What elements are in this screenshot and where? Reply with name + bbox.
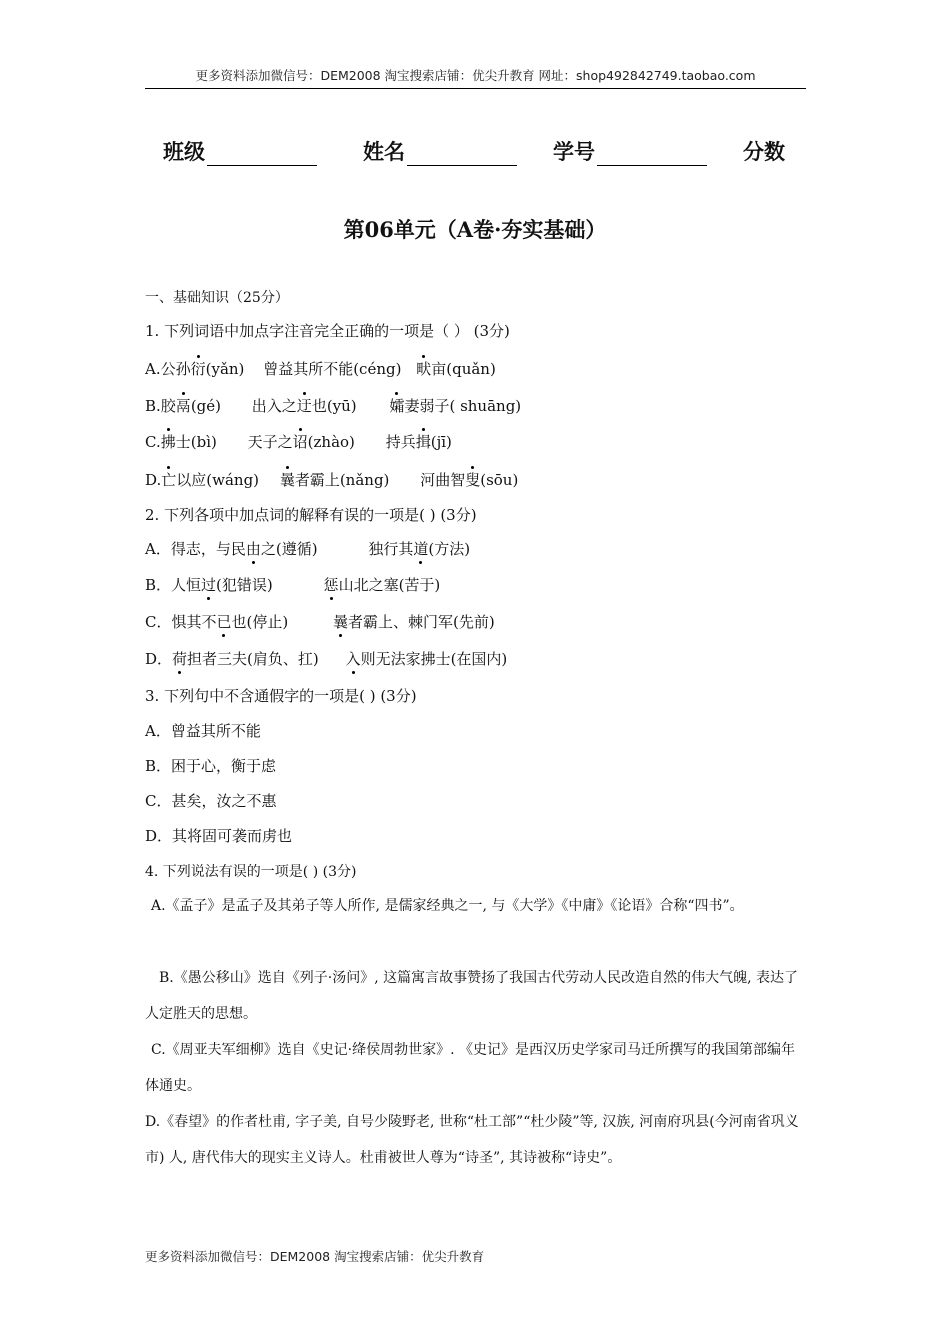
q4-stem: 4. 下列说法有误的一项是( ) (3分) <box>145 864 357 880</box>
q3-option-c[interactable]: C．甚矣，汝之不惠 <box>145 792 277 810</box>
section-heading: 一、基础知识（25分） <box>145 290 289 306</box>
q2-stem: 2. 下列各项中加点词的解释有误的一项是( ) (3分) <box>145 506 477 524</box>
q1-option-d[interactable]: D.亡以应(wáng) 曩者霸上(nǎng) 河曲智叟(sōu) <box>145 471 519 489</box>
q4-option-b[interactable]: B.《愚公移山》选自《列子·汤问》, 这篇寓言故事赞扬了我国古代劳动人民改造自然的伟大气魄, 表达了人定胜天的思想。 <box>145 970 798 1022</box>
q3-stem: 3. 下列句中不含通假字的一项是( ) (3分) <box>145 687 417 705</box>
id-field[interactable]: 学号 <box>553 136 707 166</box>
q2-option-b[interactable]: B．人恒过(犯错误) 惩山北之塞(苦于) <box>145 576 441 594</box>
q2-option-a[interactable]: A．得志，与民由之(遵循) 独行其道(方法) <box>145 540 471 558</box>
student-info-row <box>163 136 803 168</box>
name-field[interactable]: 姓名 <box>363 136 517 166</box>
q3-option-b[interactable]: B．困于心，衡于虑 <box>145 757 277 775</box>
class-field[interactable]: 班级 <box>163 136 317 166</box>
page-header: 更多资料添加微信号：DEM2008 淘宝搜索店铺：优尖升教育 网址：shop492842749.taobao.com <box>145 66 806 89</box>
q4-option-c[interactable]: C.《周亚夫军细柳》选自《史记·绛侯周勃世家》. 《史记》是西汉历史学家司马迁所撰写的我国第部编年体通史。 <box>145 1042 796 1094</box>
name-blank[interactable] <box>407 143 517 166</box>
q4-option-a[interactable]: A.《孟子》是孟子及其弟子等人所作, 是儒家经典之一, 与《大学》《中庸》《论语》合称“四书”。 <box>151 898 744 914</box>
q4-option-d[interactable]: D.《春望》的作者杜甫, 字子美, 自号少陵野老, 世称“杜工部”“杜少陵”等, 汉族, 河南府巩县(今河南省巩义市) 人, 唐代伟大的现实主义诗人。杜甫被世人尊为“诗圣”, 其诗被称“诗史”。 <box>145 1114 799 1166</box>
q1-option-b[interactable]: B.胶鬲(gé) 出入之迂也(yū) 孀妻弱子( shuāng) <box>145 397 522 415</box>
score-field: 分数 <box>743 140 785 164</box>
page-title: 第06单元（A卷·夯实基础） <box>343 217 607 242</box>
q1-option-a[interactable]: A.公孙衍(yǎn) 曾益其所不能(céng) 畎亩(quǎn) <box>145 360 496 378</box>
q1-stem: 1. 下列词语中加点字注音完全正确的一项是（ ） (3分) <box>145 322 510 340</box>
page-footer: 更多资料添加微信号：DEM2008 淘宝搜索店铺：优尖升教育 <box>145 1249 485 1264</box>
q2-option-d[interactable]: D．荷担者三夫(肩负、扛) 入则无法家拂士(在国内) <box>145 650 508 668</box>
class-blank[interactable] <box>207 143 317 166</box>
q3-option-a[interactable]: A．曾益其所不能 <box>145 722 261 740</box>
q1-option-c[interactable]: C.拂士(bì) 天子之诏(zhào) 持兵揖(jī) <box>145 433 452 451</box>
q2-option-c[interactable]: C．惧其不已也(停止) 曩者霸上、棘门军(先前) <box>145 613 495 631</box>
id-blank[interactable] <box>597 143 707 166</box>
q3-option-d[interactable]: D．其将固可袭而虏也 <box>145 827 293 845</box>
